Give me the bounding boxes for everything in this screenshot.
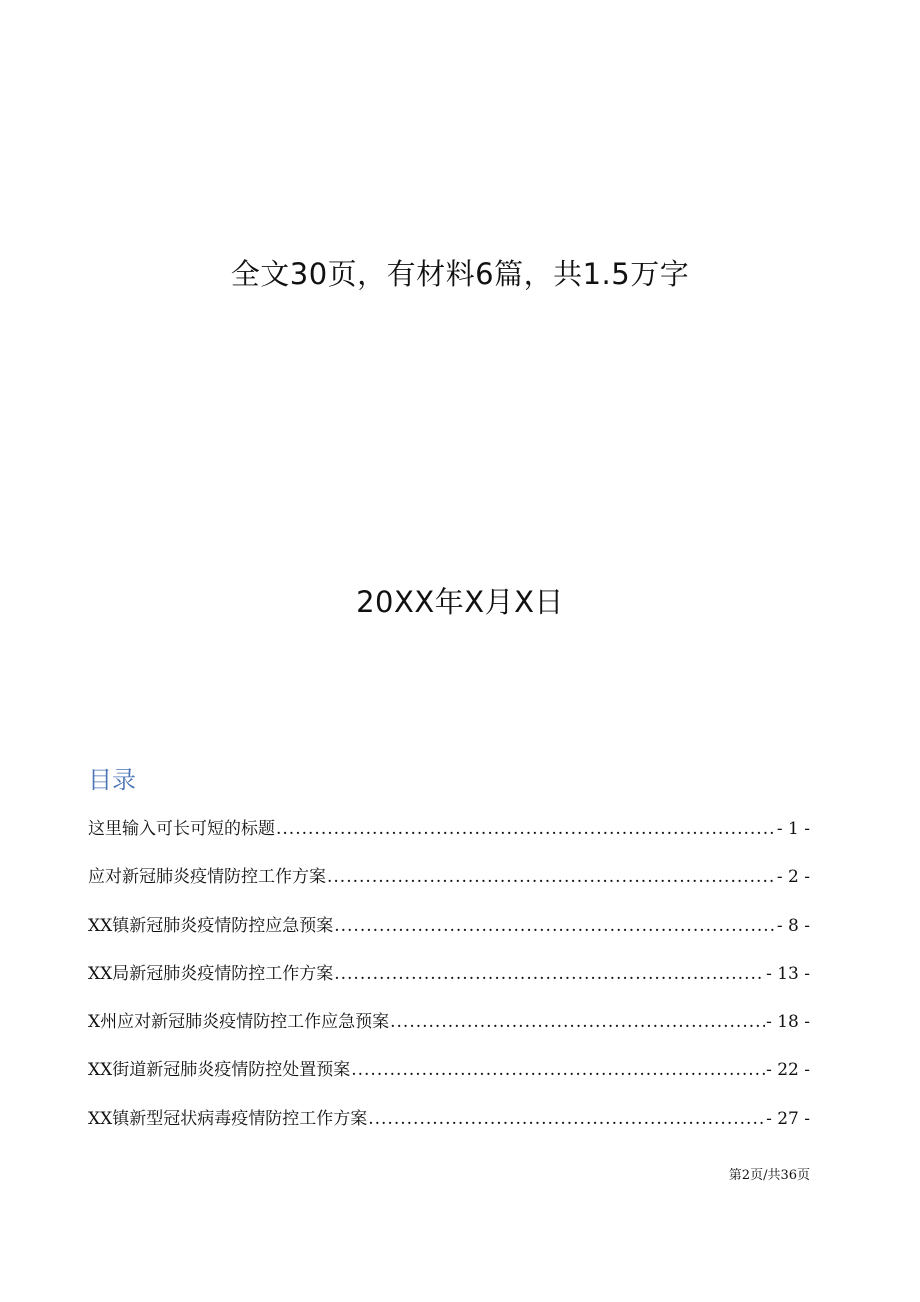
toc-entry[interactable]: [88, 814, 810, 862]
toc-entry-page: - 27 -: [766, 1108, 810, 1129]
toc-entry-page: - 1 -: [776, 819, 810, 839]
toc-leader-dots: [368, 1109, 765, 1129]
toc-entry[interactable]: [88, 1104, 810, 1152]
toc-leader-dots: [334, 916, 776, 936]
toc-entry[interactable]: [88, 911, 810, 959]
toc-leader-dots: [276, 819, 776, 839]
toc-entry[interactable]: [88, 959, 810, 1007]
toc-entry-title: XX镇新冠肺炎疫情防控应急预案: [88, 915, 334, 936]
page-footer-number: 第2页/共36页: [728, 1168, 810, 1183]
document-date: 20XX年X月X日: [356, 585, 564, 619]
toc-entry-title: 这里输入可长可短的标题: [88, 819, 275, 839]
toc-leader-dots: [334, 964, 765, 984]
toc-entry[interactable]: [88, 1055, 810, 1103]
table-of-contents: [88, 814, 810, 1152]
toc-entry-title: 应对新冠肺炎疫情防控工作方案: [88, 867, 326, 888]
toc-entry[interactable]: [88, 1007, 810, 1055]
toc-entry-page: - 8 -: [776, 915, 810, 936]
toc-entry-page: - 22 -: [766, 1060, 810, 1081]
toc-leader-dots: [327, 867, 776, 887]
toc-entry-title: XX局新冠肺炎疫情防控工作方案: [88, 963, 334, 984]
toc-entry[interactable]: [88, 862, 810, 910]
toc-entry-page: - 18 -: [766, 1012, 810, 1033]
document-summary: 全文30页，有材料6篇，共1.5万字: [230, 257, 690, 291]
toc-entry-title: XX镇新型冠状病毒疫情防控工作方案: [88, 1108, 368, 1129]
toc-entry-title: X州应对新冠肺炎疫情防控工作应急预案: [88, 1012, 390, 1033]
toc-entry-page: - 2 -: [776, 867, 810, 888]
toc-entry-title: XX街道新冠肺炎疫情防控处置预案: [88, 1060, 351, 1081]
toc-leader-dots: [351, 1060, 765, 1080]
toc-heading: 目录: [88, 766, 136, 794]
toc-entry-page: - 13 -: [766, 963, 810, 984]
toc-leader-dots: [390, 1012, 765, 1032]
